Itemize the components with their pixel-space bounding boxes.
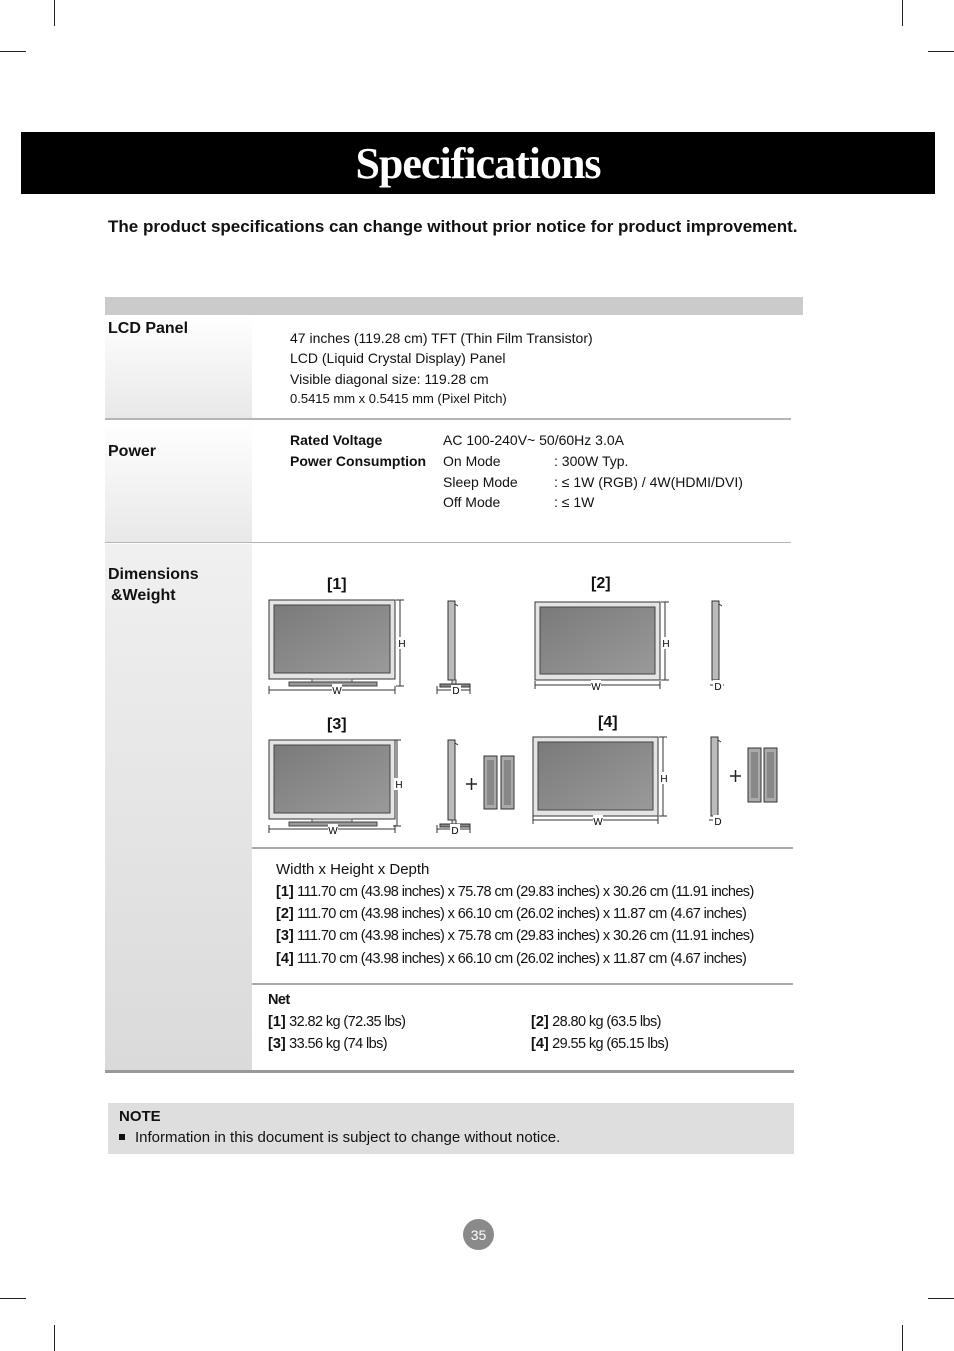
tv-front-no-stand-speakers [533, 737, 669, 828]
power-mode-name: Off Mode [443, 494, 501, 510]
tv-front-no-stand [535, 602, 671, 693]
power-mode-value: : 300W Typ. [554, 453, 629, 469]
tv-side-no-stand [710, 601, 724, 693]
page-title: Specifications [355, 138, 601, 188]
tv-side-with-stand [437, 601, 470, 697]
rated-voltage-label: Rated Voltage [290, 432, 383, 448]
weight-heading: Net [268, 992, 290, 1008]
axis-d-label: D [714, 682, 722, 693]
size-heading: Width x Height x Depth [276, 861, 430, 878]
size-row: [2] 111.70 cm (43.98 inches) x 66.10 cm (26.02 inches) x 11.87 cm (4.67 inches) [276, 906, 747, 922]
power-mode-name: Sleep Mode [443, 474, 518, 490]
axis-w-label: W [328, 826, 338, 837]
divider [252, 847, 793, 849]
weight-row: [2] 28.80 kg (63.5 lbs) [531, 1014, 661, 1030]
axis-d-label: D [714, 817, 722, 828]
axis-h-label: H [398, 639, 406, 650]
axis-h-label: H [662, 639, 670, 650]
table-bottom-rule [105, 1070, 794, 1073]
dimensions-label: Dimensions [108, 566, 199, 583]
figure-label: [1] [327, 576, 347, 593]
lcd-panel-line: LCD (Liquid Crystal Display) Panel [290, 350, 506, 366]
note-text: Information in this document is subject to change without notice. [135, 1129, 561, 1146]
power-mode-value: : ≤ 1W (RGB) / 4W(HDMI/DVI) [554, 474, 743, 490]
lcd-panel-line: 0.5415 mm x 0.5415 mm (Pixel Pitch) [290, 391, 507, 406]
speaker-pair-icon [748, 748, 777, 802]
plus-icon [730, 770, 741, 782]
axis-d-label: D [452, 686, 460, 697]
power-mode-name: On Mode [443, 453, 501, 469]
power-consumption-label: Power Consumption [290, 453, 427, 469]
tv-side-with-stand-speakers [437, 740, 470, 837]
dimensions-label: &Weight [111, 587, 176, 604]
size-row: [4] 111.70 cm (43.98 inches) x 66.10 cm (26.02 inches) x 11.87 cm (4.67 inches) [276, 951, 747, 967]
size-row: [1] 111.70 cm (43.98 inches) x 75.78 cm (29.83 inches) x 30.26 cm (11.91 inches) [276, 884, 754, 900]
weight-row: [1] 32.82 kg (72.35 lbs) [268, 1014, 406, 1030]
figure-label: [4] [598, 714, 618, 731]
page-number: 35 [463, 1219, 494, 1250]
plus-icon [466, 778, 477, 790]
page-subtitle: The product specifications can change without prior notice for product improvement. [108, 217, 798, 236]
lcd-panel-line: 47 inches (119.28 cm) TFT (Thin Film Transistor) [290, 330, 593, 346]
axis-h-label: H [660, 774, 668, 785]
bullet-icon [119, 1134, 125, 1140]
note-box [108, 1103, 794, 1154]
tv-front-with-stand [269, 600, 407, 697]
lcd-panel-line: Visible diagonal size: 119.28 cm [290, 371, 489, 387]
axis-w-label: W [591, 682, 601, 693]
size-row: [3] 111.70 cm (43.98 inches) x 75.78 cm (29.83 inches) x 30.26 cm (11.91 inches) [276, 928, 754, 944]
figure-label: [2] [591, 575, 611, 592]
axis-h-label: H [395, 780, 403, 791]
divider [252, 983, 793, 985]
speaker-pair-icon [484, 756, 514, 809]
tv-side-no-stand-speakers [709, 737, 723, 828]
axis-d-label: D [451, 826, 459, 837]
lcd-panel-label: LCD Panel [108, 320, 189, 337]
axis-w-label: W [593, 817, 603, 828]
weight-row: [4] 29.55 kg (65.15 lbs) [531, 1036, 669, 1052]
power-label: Power [108, 443, 157, 460]
weight-row: [3] 33.56 kg (74 lbs) [268, 1036, 387, 1052]
tv-front-with-stand-speakers [269, 740, 404, 837]
figure-label: [3] [327, 716, 347, 733]
note-title: NOTE [119, 1108, 161, 1125]
axis-w-label: W [332, 686, 342, 697]
power-mode-value: : ≤ 1W [554, 494, 595, 510]
rated-voltage-value: AC 100-240V~ 50/60Hz 3.0A [443, 432, 624, 448]
